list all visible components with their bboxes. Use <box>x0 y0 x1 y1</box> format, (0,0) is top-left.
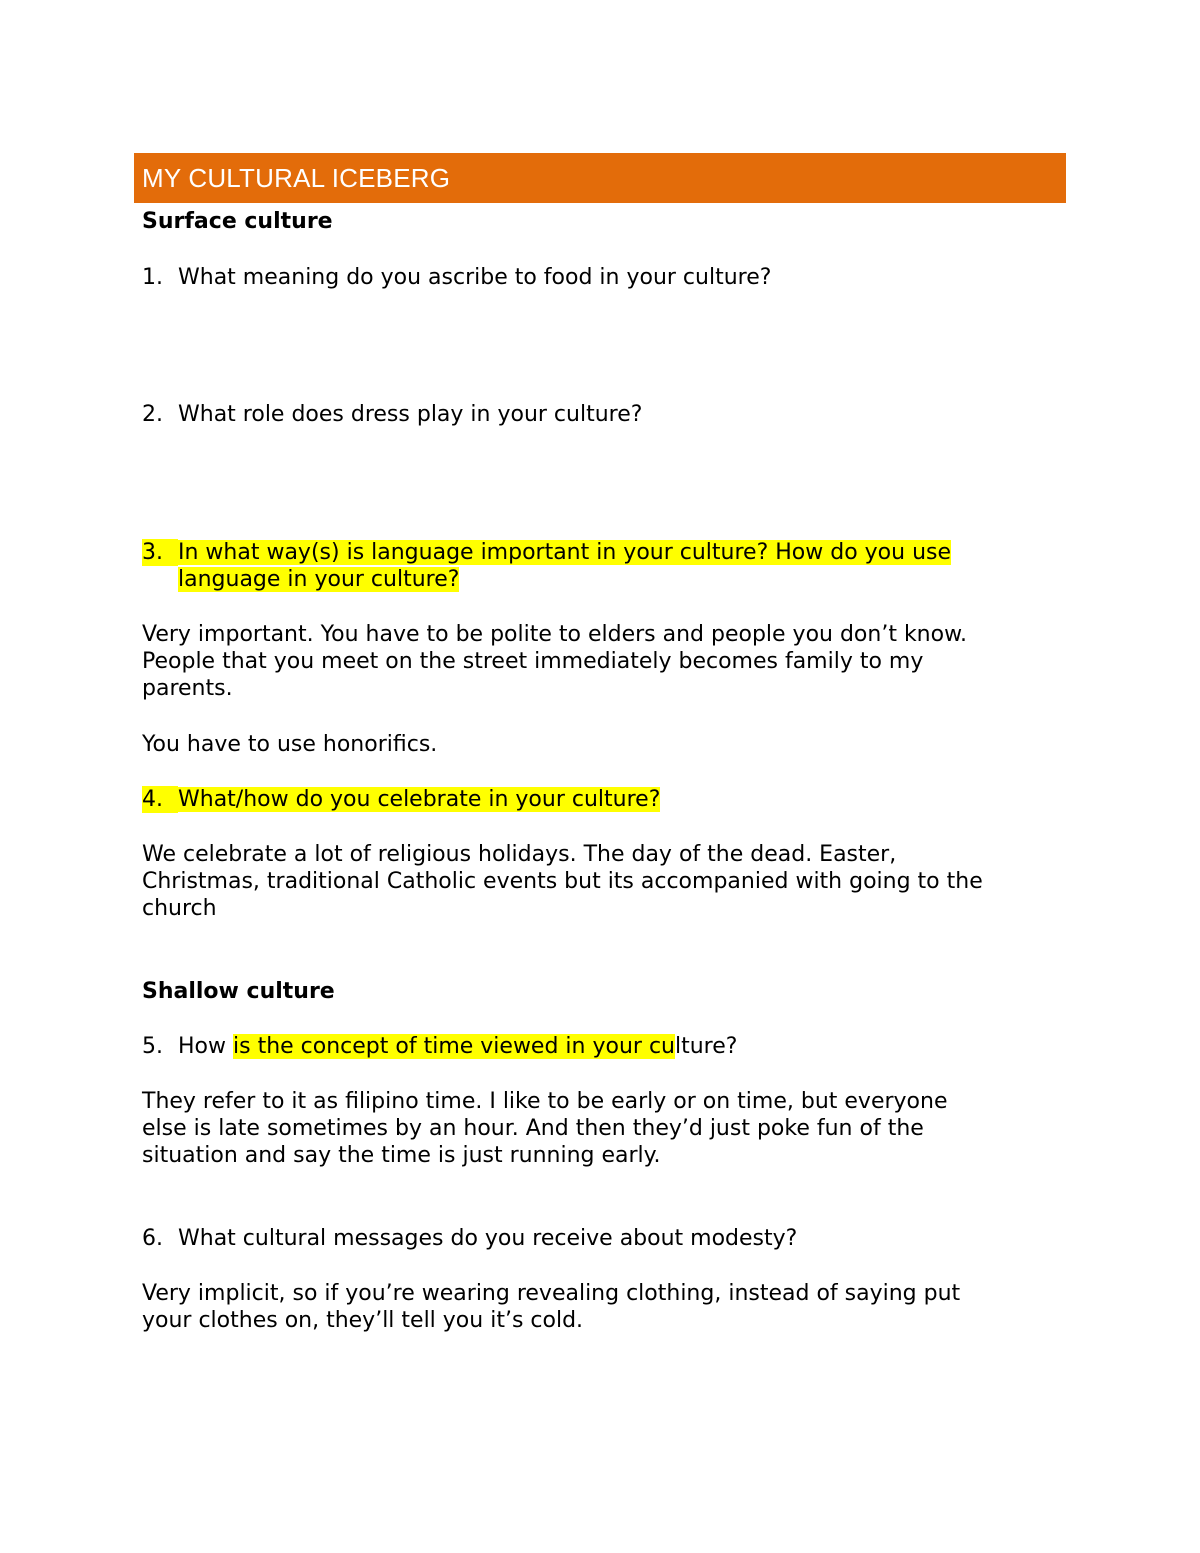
answer-4-line-2: Christmas, traditional Catholic events but its accompanied with going to the <box>142 869 983 894</box>
answer-6-line-1: Very implicit, so if you’re wearing revealing clothing, instead of saying put <box>142 1281 961 1306</box>
answer-3-extra: You have to use honorifics. <box>142 732 438 757</box>
answer-6-line-2: your clothes on, they’ll tell you it’s cold. <box>142 1308 584 1333</box>
document-title: MY CULTURAL ICEBERG <box>142 163 451 193</box>
title-banner <box>134 153 1066 203</box>
question-1: 1. What meaning do you ascribe to food in your culture? <box>142 265 772 290</box>
section-heading-surface: Surface culture <box>142 209 333 234</box>
answer-5-line-2: else is late sometimes by an hour. And then they’d just poke fun of the <box>142 1116 924 1141</box>
answer-3-line-1: Very important. You have to be polite to elders and people you don’t know. <box>142 622 968 647</box>
answer-3-line-2: People that you meet on the street immediately becomes family to my <box>142 649 924 674</box>
answer-5-line-3: situation and say the time is just running early. <box>142 1143 661 1168</box>
question-3: 3. In what way(s) is language important in your culture? How do you use <box>142 540 952 565</box>
question-5: 5. How is the concept of time viewed in your culture? <box>142 1034 738 1059</box>
section-heading-shallow: Shallow culture <box>142 979 335 1004</box>
question-4: 4. What/how do you celebrate in your culture? <box>142 787 661 812</box>
answer-4-line-3: church <box>142 896 217 921</box>
question-2: 2. What role does dress play in your culture? <box>142 402 643 427</box>
question-3-line-2: language in your culture? <box>178 567 460 592</box>
answer-4-line-1: We celebrate a lot of religious holidays. The day of the dead. Easter, <box>142 842 897 867</box>
answer-3-line-3: parents. <box>142 676 233 701</box>
answer-5-line-1: They refer to it as filipino time. I like to be early or on time, but everyone <box>142 1089 948 1114</box>
question-6: 6. What cultural messages do you receive about modesty? <box>142 1226 798 1251</box>
